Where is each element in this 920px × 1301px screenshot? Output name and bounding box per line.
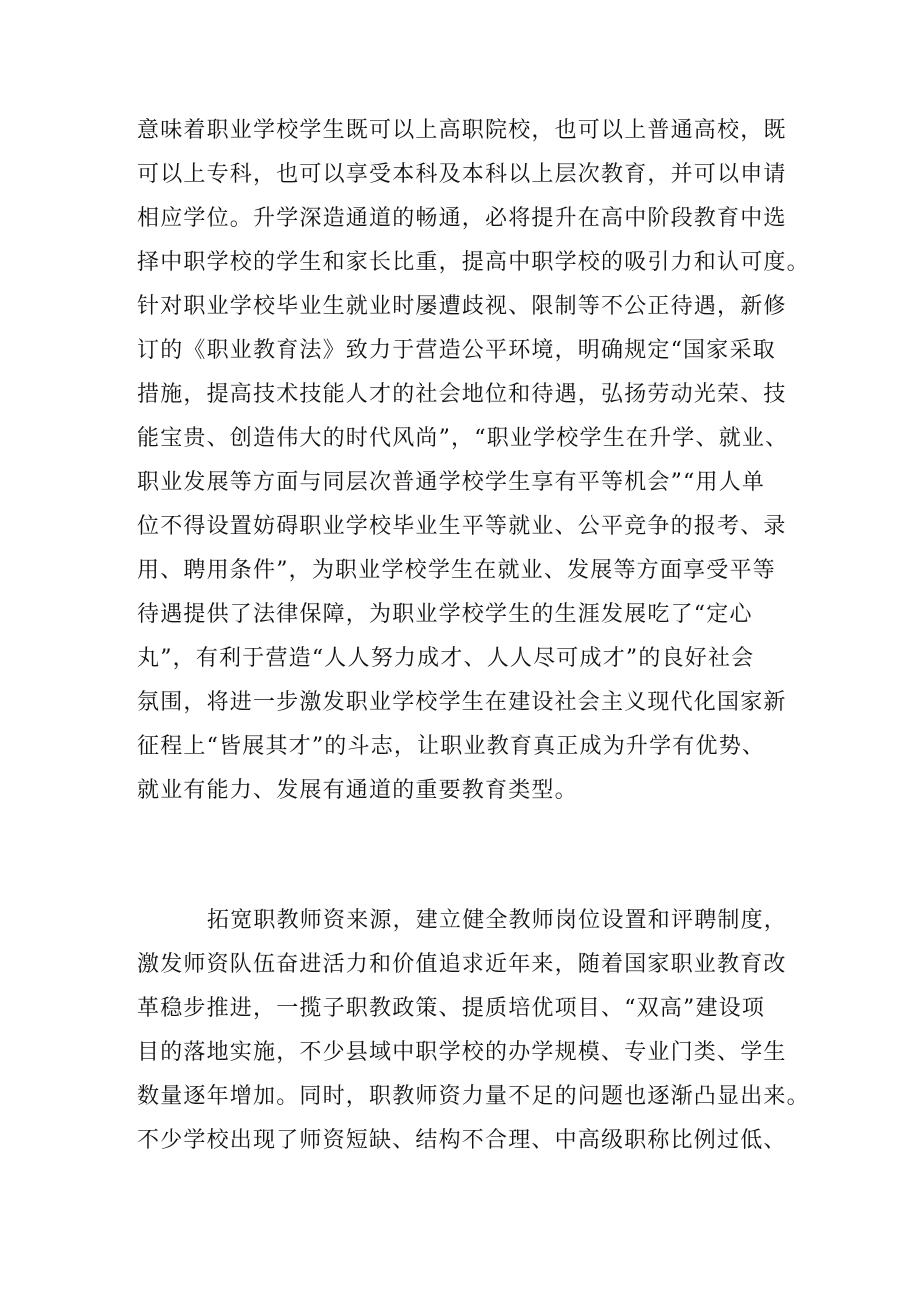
paragraph-2-line-2: 激发师资队伍奋进活力和价值追求近年来，随着国家职业教育改 [137,952,787,977]
paragraph-1-line-13: 丸”，有利于营造“人人努力成才、人人尽可成才”的良好社会 [137,646,755,671]
paragraph-1-line-15: 征程上“皆展其才”的斗志，让职业教育真正成为升学有优势、 [137,734,766,759]
paragraph-1-line-3: 相应学位。升学深造通道的畅通，必将提升在高中阶段教育中选 [137,206,787,231]
paragraph-1-line-2: 可以上专科，也可以享受本科及本科以上层次教育，并可以申请 [137,162,787,187]
paragraph-1-line-4: 择中职学校的学生和家长比重，提高中职学校的吸引力和认可度。 [137,250,810,275]
paragraph-2-line-6: 不少学校出现了师资短缺、结构不合理、中高级职称比例过低、 [137,1128,787,1153]
paragraph-1-line-10: 位不得设置妨碍职业学校毕业生平等就业、公平竞争的报考、录 [137,514,787,539]
paragraph-1-line-12: 待遇提供了法律保障，为职业学校学生的生涯发展吃了“定心 [137,602,753,627]
paragraph-2-line-4: 目的落地实施，不少县域中职学校的办学规模、专业门类、学生 [137,1040,787,1065]
paragraph-1-line-11: 用、聘用条件”，为职业学校学生在就业、发展等方面享受平等 [137,558,776,583]
paragraph-1-line-6: 订的《职业教育法》致力于营造公平环境，明确规定“国家采取 [137,338,776,363]
paragraph-2-line-1: 拓宽职教师资来源，建立健全教师岗位设置和评聘制度， [207,908,788,933]
paragraph-1-line-1: 意味着职业学校学生既可以上高职院校，也可以上普通高校，既 [137,118,787,143]
paragraph-1-line-16: 就业有能力、发展有通道的重要教育类型。 [137,778,578,803]
paragraph-1-line-7: 措施，提高技术技能人才的社会地位和待遇，弘扬劳动光荣、技 [137,382,787,407]
paragraph-1-line-5: 针对职业学校毕业生就业时屡遭歧视、限制等不公正待遇，新修 [137,294,787,319]
paragraph-2-line-5: 数量逐年增加。同时，职教师资力量不足的问题也逐渐凸显出来。 [137,1084,810,1109]
paragraph-1-line-8: 能宝贵、创造伟大的时代风尚”，“职业学校学生在升学、就业、 [137,426,789,451]
paragraph-1-line-14: 氛围，将进一步激发职业学校学生在建设社会主义现代化国家新 [137,690,787,715]
paragraph-1-line-9: 职业发展等方面与同层次普通学校学生享有平等机会”“用人单 [137,470,766,495]
paragraph-2-line-3: 革稳步推进，一揽子职教政策、提质培优项目、“双高”建设项 [137,996,766,1021]
